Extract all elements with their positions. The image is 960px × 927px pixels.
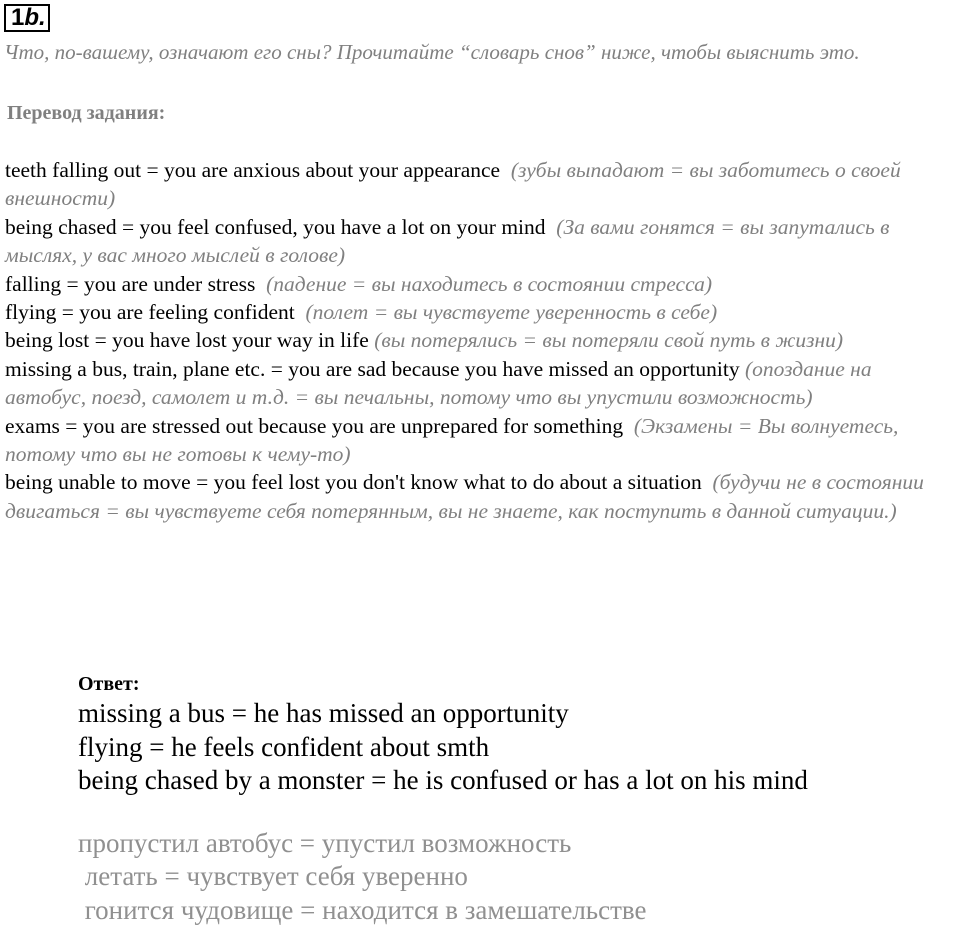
answer-translation-line: летать = чувствует себя уверенно	[78, 860, 948, 894]
entry-english: exams = you are stressed out because you are unprepared for something	[5, 414, 623, 438]
dictionary-entry	[5, 326, 957, 354]
entry-russian: (вы потерялись = вы потеряли свой путь в жизни)	[374, 328, 843, 352]
dream-dictionary	[5, 156, 957, 525]
answer-section	[78, 671, 948, 927]
entry-russian: (зубы выпадают = вы заботитесь о своей внешности)	[5, 158, 901, 210]
translation-heading: Перевод задания:	[7, 100, 165, 126]
answer-heading: Ответ:	[78, 671, 948, 697]
entry-english: falling = you are under stress	[5, 272, 255, 296]
dictionary-entry	[5, 468, 957, 525]
answer-russian	[78, 827, 948, 927]
dictionary-entry	[5, 355, 957, 412]
entry-russian: (Экзамены = Вы волнуетесь, потому что вы не готовы к чему-то)	[5, 414, 898, 466]
entry-english: being unable to move = you feel lost you don't know what to do about a situation	[5, 470, 702, 494]
exercise-number-badge	[4, 4, 50, 32]
entry-russian: (За вами гонятся = вы запутались в мыслях, у вас много мыслей в голове)	[5, 215, 890, 267]
exercise-letter: b.	[24, 4, 45, 31]
dictionary-entry	[5, 213, 957, 270]
task-text: Что, по-вашему, означают его сны? Прочитайте “словарь снов” ниже, чтобы выяснить это.	[4, 38, 956, 67]
answer-translation-line: пропустил автобус = упустил возможность	[78, 827, 948, 861]
answer-english	[78, 697, 948, 798]
entry-english: teeth falling out = you are anxious about your appearance	[5, 158, 500, 182]
dictionary-entry	[5, 156, 957, 213]
dictionary-entry	[5, 298, 957, 326]
entry-english: flying = you are feeling confident	[5, 300, 295, 324]
dictionary-entry	[5, 270, 957, 298]
entry-english: being chased = you feel confused, you have a lot on your mind	[5, 215, 546, 239]
answer-line: missing a bus = he has missed an opportunity	[78, 697, 948, 731]
answer-line: flying = he feels confident about smth	[78, 731, 948, 765]
answer-translation-line: гонится чудовище = находится в замешательстве	[78, 894, 948, 927]
entry-english: missing a bus, train, plane etc. = you are sad because you have missed an opportunity	[5, 357, 740, 381]
answer-line: being chased by a monster = he is confused or has a lot on his mind	[78, 764, 948, 798]
entry-russian: (будучи не в состоянии двигаться = вы чувствуете себя потерянным, вы не знаете, как поступить в данной ситуации.)	[5, 470, 924, 522]
exercise-number: 1	[11, 4, 24, 31]
entry-english: being lost = you have lost your way in life	[5, 328, 369, 352]
entry-russian: (падение = вы находитесь в состоянии стресса)	[266, 272, 712, 296]
entry-russian: (полет = вы чувствуете уверенность в себе)	[306, 300, 718, 324]
dictionary-entry	[5, 412, 957, 469]
entry-russian: (опоздание на автобус, поезд, самолет и т.д. = вы печальны, потому что вы упустили возможность)	[5, 357, 872, 409]
